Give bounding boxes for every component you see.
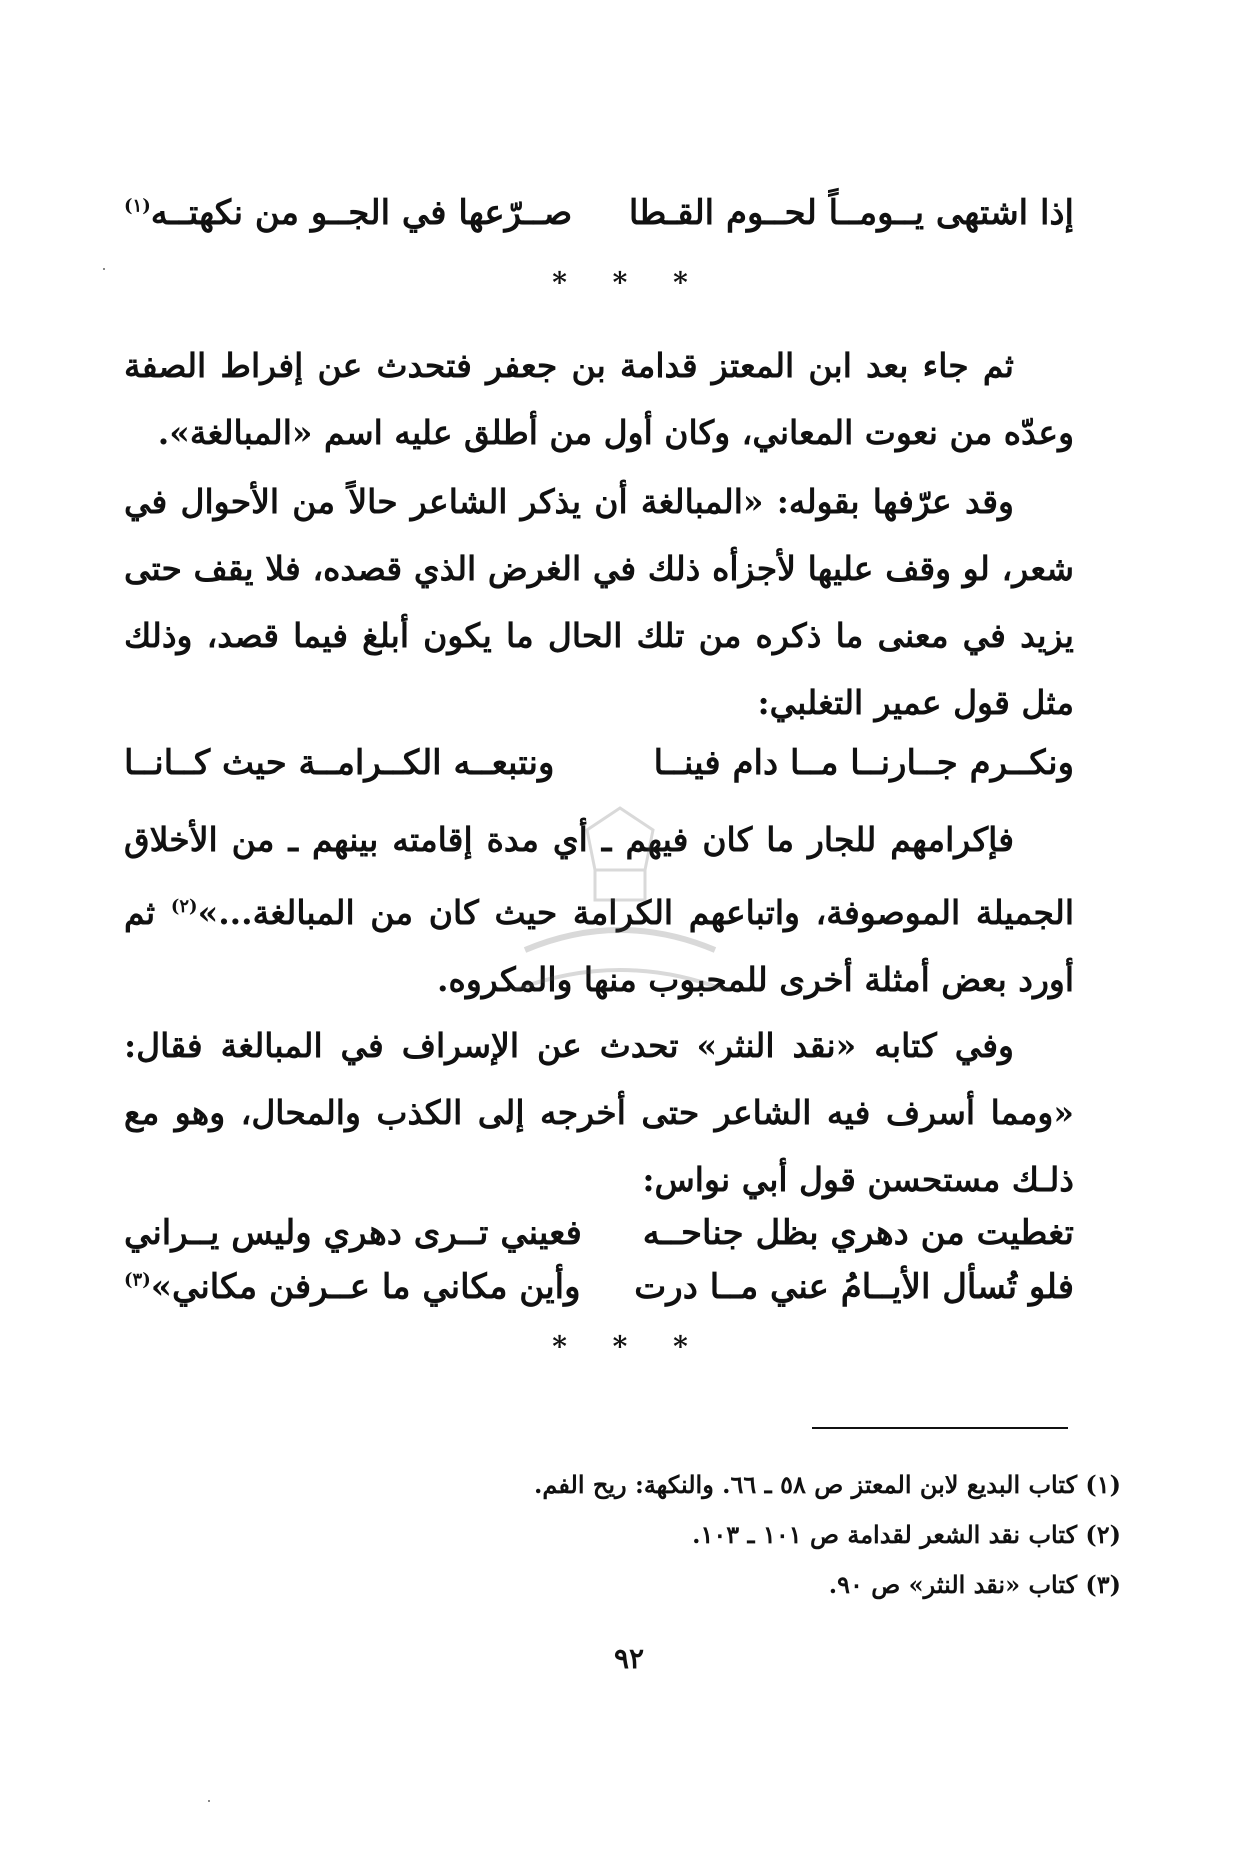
verse-1 <box>124 193 1074 233</box>
footnote-3: (٣) كتاب «نقد النثر» ص ٩٠. <box>828 1570 1121 1599</box>
footnote-ref-3: (٣) <box>124 1269 151 1291</box>
verse-2-second-hemistich: ونتبعــه الكــرامــة حيث كــانــا <box>124 743 555 783</box>
paragraph-3-tail: ثم أورد بعض أمثلة أخرى للمحبوب منها والمكروه. <box>124 893 1074 999</box>
section-separator-1: * * * <box>552 266 706 299</box>
paragraph-3-text: فإكرامهم للجار ما كان فيهم ـ أي مدة إقامته بينهم ـ من الأخلاق الجميلة الموصوفة، واتباعهم الكرامة حيث كان من المبالغة...» <box>124 820 1074 932</box>
margin-speck-2 <box>208 1800 210 1802</box>
section-separator-2: * * * <box>552 1330 706 1363</box>
verse-3-line-1-second: فعيني تــرى دهري وليس يــراني <box>124 1213 582 1253</box>
page-number: ٩٢ <box>613 1642 645 1675</box>
footnote-1: (١) كتاب البديع لابن المعتز ص ٥٨ ـ ٦٦. والنكهة: ريح الفم. <box>534 1470 1121 1499</box>
verse-2-first-hemistich: ونكــرم جــارنــا مــا دام فينــا <box>653 743 1074 783</box>
verse-3-line-2-first: فلو تُسأل الأيــامُ عني مــا درت <box>634 1267 1074 1307</box>
paragraph-2: وقد عرّفها بقوله: «المبالغة أن يذكر الشاعر حالاً من الأحوال في شعر، لو وقف عليها لأجزأه ذلك في الغرض الذي قصده، فلا يقف حتى يزيد في معنى ما ذكره من تلك الحال ما يكون أبلغ فيما قصد، وذلك مثل قول عمير التغلبي: <box>124 482 1074 722</box>
verse-3-line-2 <box>124 1267 1074 1307</box>
paragraph-4: وفي كتابه «نقد النثر» تحدث عن الإسراف في المبالغة فقال: «ومما أسرف فيه الشاعر حتى أخرجه إلى الكذب والمحال، وهو مع ذلـك مستحسن قول أبي نواس: <box>124 1026 1074 1199</box>
verse-2 <box>124 743 1074 783</box>
footnote-divider <box>812 1427 1068 1429</box>
verse-3-line-1 <box>124 1213 1074 1253</box>
footnote-ref-2: (٢) <box>170 896 198 917</box>
verse-1-first-hemistich: إذا اشتهى يــومــاً لحــوم القـطا <box>628 193 1074 233</box>
verse-3-line-2-second-text: وأين مكاني ما عــرفن مكاني» <box>150 1267 581 1307</box>
footnote-ref-1: (١) <box>124 195 151 217</box>
verse-3-line-2-second <box>124 1267 581 1307</box>
footnote-2: (٢) كتاب نقد الشعر لقدامة ص ١٠١ ـ ١٠٣. <box>692 1520 1121 1549</box>
library-watermark-emblem <box>485 800 755 1030</box>
verse-3-line-1-first: تغطيت من دهري بظل جناحــه <box>642 1213 1074 1253</box>
margin-speck-1 <box>103 268 105 270</box>
verse-1-second-hemistich <box>124 193 573 233</box>
paragraph-1: ثم جاء بعد ابن المعتز قدامة بن جعفر فتحدث عن إفراط الصفة وعدّه من نعوت المعاني، وكان أول من أطلق عليه اسم «المبالغة». <box>124 346 1074 452</box>
verse-1-second-text: صــرّعها في الجــو من نكهتــه <box>150 193 573 233</box>
